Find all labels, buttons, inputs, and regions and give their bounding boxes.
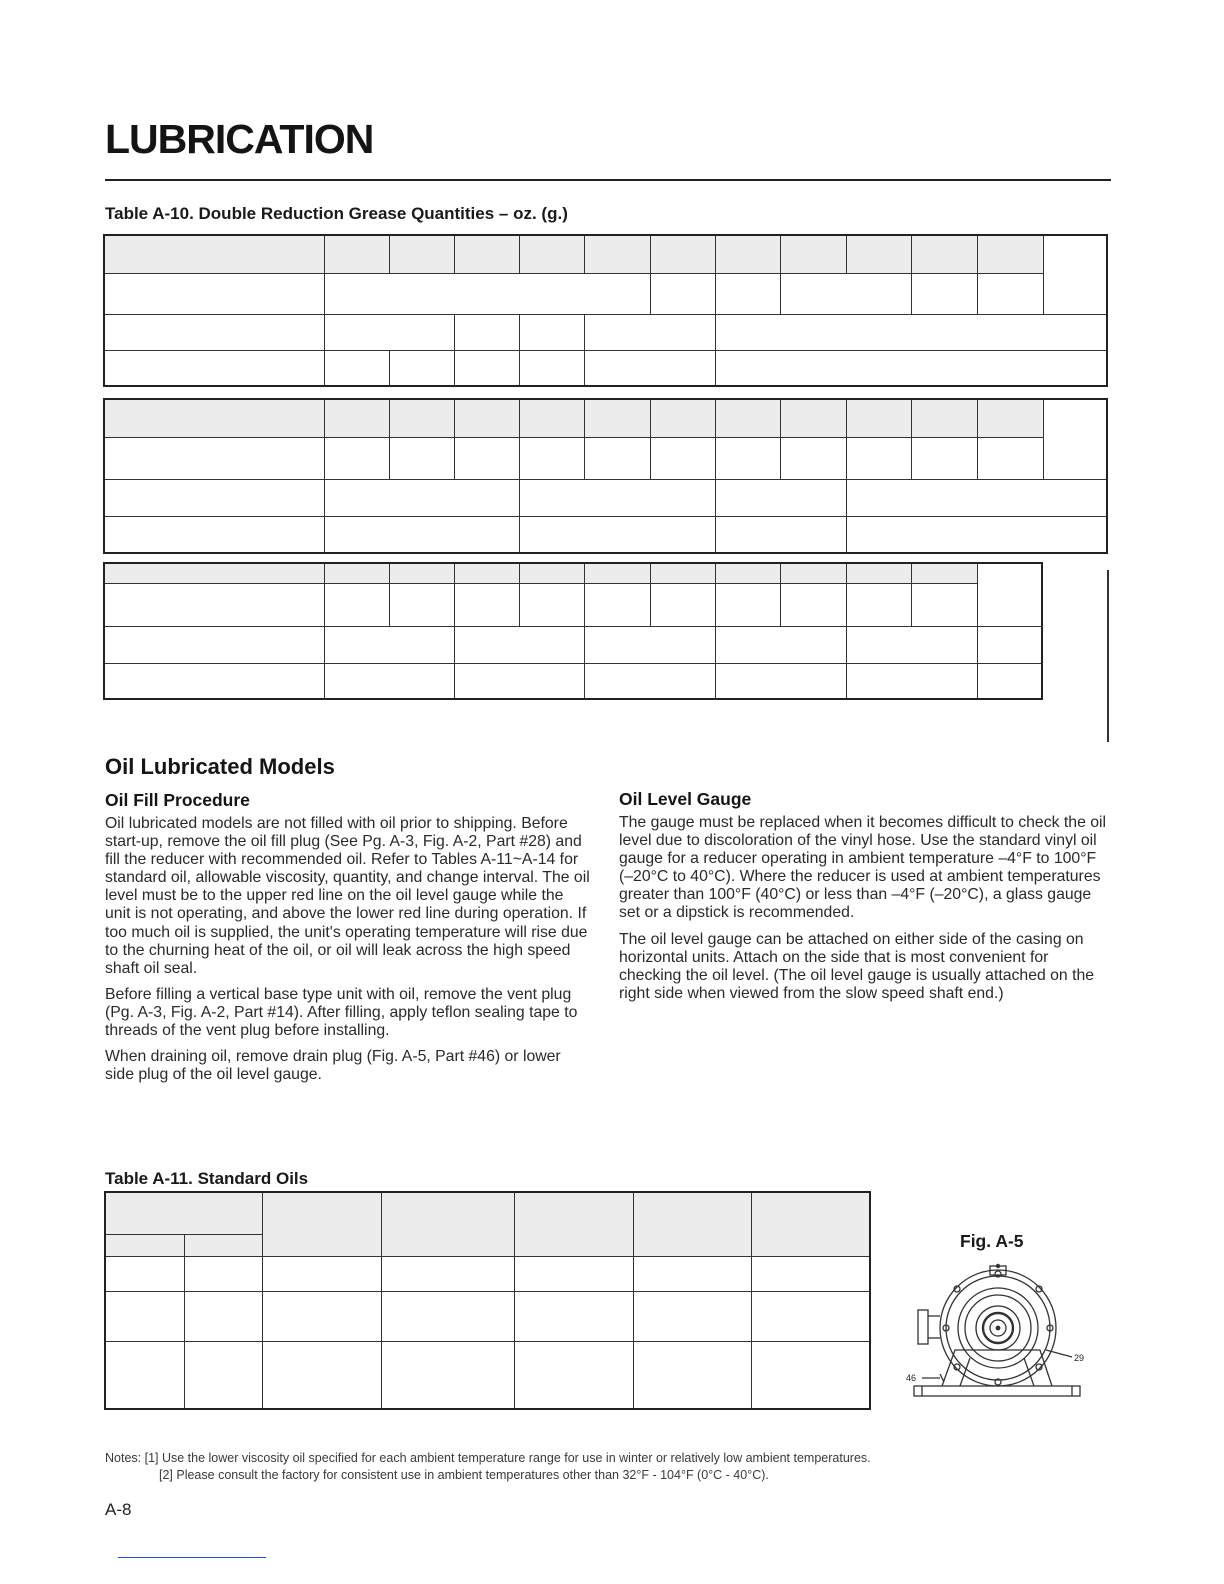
paragraph: Oil lubricated models are not filled with oil prior to shipping. Before start-up, remove the oil fill plug (See Pg. A-3, Fig. A-2, Part #28) and fill the reducer with recommended oil. Refer to Tables A-11~A-14 for standard oil, allowable viscosity, quantity, and change interval. The oil level must be to the upper red line on the oil level gauge while the unit is not operating, and above the lower red line during operation. If too much oil is supplied, the unit's operating temperature will rise due to the churning heat of the oil, or oil will leak across the high speed shaft oil seal. [105, 815, 590, 977]
reducer-drawing [900, 1258, 1090, 1408]
level-gauge-text [619, 814, 1111, 1003]
level-gauge-heading: Oil Level Gauge [619, 789, 752, 809]
paragraph: The oil level gauge can be attached on either side of the casing on horizontal units. Attach on the side that is most convenient for checking the oil level. (The oil level gauge is usually attached on the right side when viewed from the slow speed shaft end.) [619, 930, 1095, 1002]
grease-table-block-3 [103, 562, 1043, 700]
part-label: 46 [906, 1373, 917, 1383]
table-row [104, 563, 1042, 583]
table-row [104, 479, 1107, 516]
table-row [104, 235, 1107, 273]
footer-link-underline[interactable] [118, 1557, 266, 1558]
figure-caption: Fig. A-5 [960, 1231, 1024, 1251]
notes [105, 1450, 871, 1484]
table-row [104, 663, 1042, 699]
table-row [104, 437, 1107, 479]
table-row [105, 1256, 870, 1291]
table-row [105, 1192, 870, 1234]
standard-oils-table [104, 1191, 871, 1410]
table-row [104, 516, 1107, 553]
section-heading: Oil Lubricated Models [105, 754, 335, 779]
part-label: 29 [1074, 1353, 1085, 1363]
table-side-rule [1107, 570, 1109, 742]
paragraph: When draining oil, remove drain plug (Fig. A-5, Part #46) or lower side plug of the oil level gauge. [105, 1048, 561, 1084]
table-row [105, 1341, 870, 1409]
paragraph: Before filling a vertical base type unit with oil, remove the vent plug (Pg. A-3, Fig. A-2, Part #14). After filling, apply teflon sealing tape to threads of the vent plug before installing. [105, 985, 578, 1040]
page-number: A-8 [105, 1500, 132, 1519]
table-a10-caption: Table A-10. Double Reduction Grease Quantities – oz. (g.) [105, 204, 568, 223]
table-a11-caption: Table A-11. Standard Oils [105, 1169, 309, 1188]
grease-table-block-1 [103, 234, 1108, 387]
table-row [104, 399, 1107, 437]
grease-table-block-2 [103, 398, 1108, 554]
table-row [104, 273, 1107, 314]
table-row [104, 350, 1107, 386]
page-title: LUBRICATION [105, 116, 374, 162]
paragraph: The gauge must be replaced when it becomes difficult to check the oil level due to discoloration of the vinyl hose. Use the standard vinyl oil gauge for a reducer operating in ambient temperature –4°F to 100°F (–20°C to 40°C). Where the reducer is used at ambient temperatures greater than 100°F (40°C) or less than –4°F (–20°C), a glass gauge set or a dipstick is recommended. [619, 814, 1107, 922]
title-rule [105, 179, 1111, 181]
note-line: [2] Please consult the factory for consistent use in ambient temperatures other than 32°F - 104°F (0°C - 40°C). [159, 1468, 769, 1482]
table-row [104, 583, 1042, 626]
note-line: Notes: [1] Use the lower viscosity oil specified for each ambient temperature range for use in winter or relatively low ambient temperatures. [105, 1451, 871, 1465]
table-row [105, 1291, 870, 1341]
fill-procedure-text [105, 815, 590, 1084]
table-row [104, 626, 1042, 663]
table-row [104, 314, 1107, 350]
fill-procedure-heading: Oil Fill Procedure [105, 790, 250, 810]
